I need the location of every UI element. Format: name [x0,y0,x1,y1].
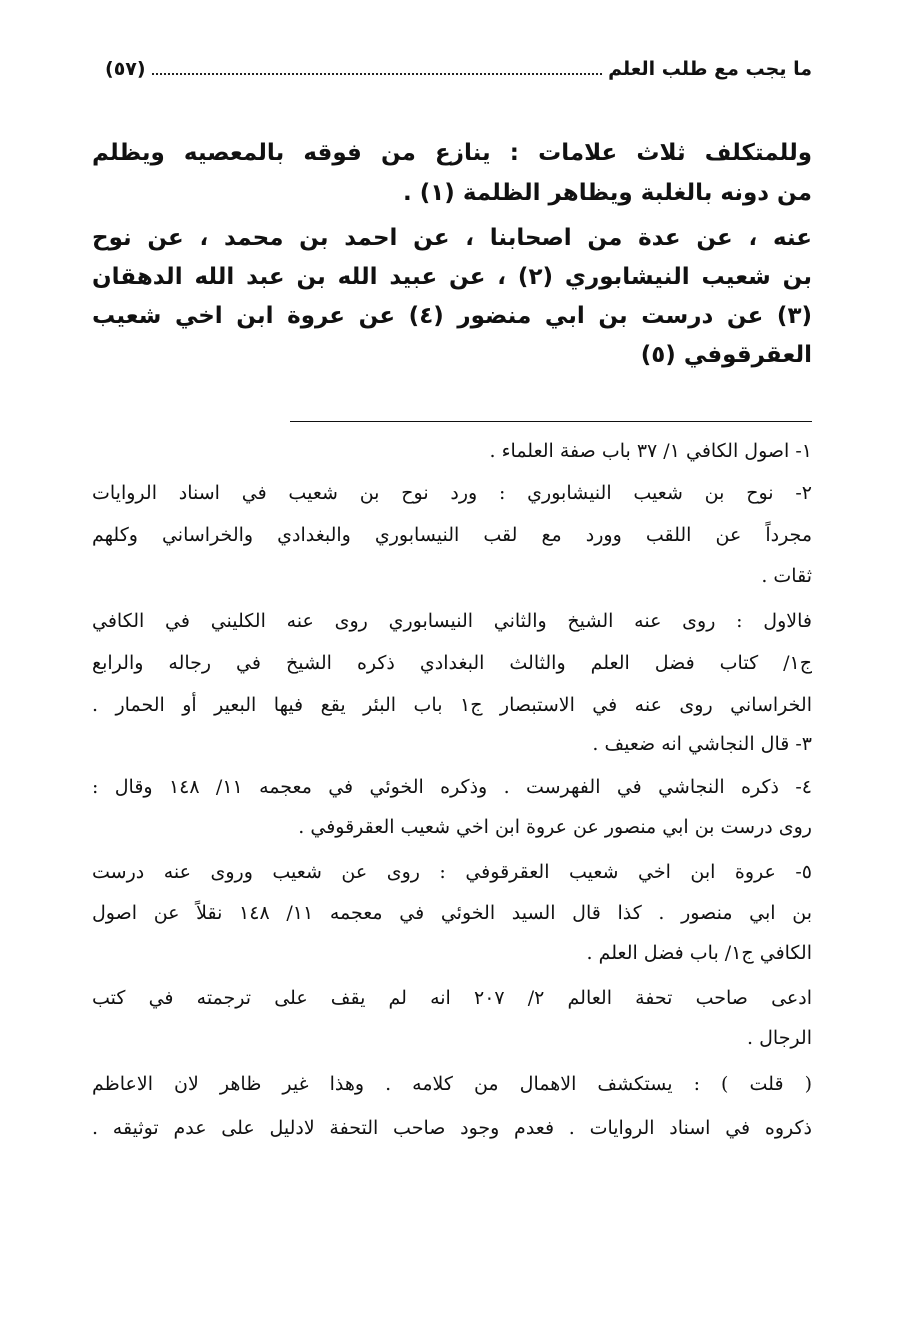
footnote-line: الخراساني روى عنه في الاستبصار ج١ باب البئر يقع فيها البعير أو الحمار . [92,694,812,716]
footnote-line: فالاول : روى عنه الشيخ والثاني النيسابوري روى عنه الكليني في الكافي [92,610,812,632]
footnote-line: مجرداً عن اللقب وورد مع لقب النيسابوري والبغدادي والخراساني وكلهم [92,524,812,546]
running-header [105,58,812,80]
footnote-line: ١- اصول الكافي ١/ ٣٧ باب صفة العلماء . [489,440,812,462]
main-line: (٣) عن درست بن ابي منضور (٤) عن عروة ابن اخي شعيب [92,303,813,329]
header-title: ما يجب مع طلب العلم [608,58,812,80]
footnote-line: ٤- ذكره النجاشي في الفهرست . وذكره الخوئي في معجمه ١١/ ١٤٨ وقال : [92,776,812,798]
main-line: من دونه بالغلبة ويظاهر الظلمة (١) . [402,180,812,206]
footnote-line: ٢- نوح بن شعيب النيشابوري : ورد نوح بن شعيب في اسناد الروايات [92,482,812,504]
footnote-line: ذكروه في اسناد الروايات . فعدم وجود صاحب التحفة لادليل على عدم توثيقه . [92,1117,812,1139]
footnote-line: الرجال . [747,1027,812,1049]
footnote-line: ( قلت ) : يستكشف الاهمال من كلامه . وهذا غير ظاهر لان الاعاظم [92,1073,812,1095]
main-line: العقرقوفي (٥) [640,342,812,368]
page-number: (٥٧) [105,58,146,80]
footnote-line: الكافي ج١/ باب فضل العلم . [586,942,812,964]
header-dot-leader [152,61,603,75]
main-line: عنه ، عن عدة من اصحابنا ، عن احمد بن محمد ، عن نوح [92,225,812,251]
main-line: وللمتكلف ثلاث علامات : ينازع من فوقه بالمعصيه ويظلم [92,140,812,166]
footnote-separator [290,421,812,422]
footnote-line: ادعى صاحب تحفة العالم ٢/ ٢٠٧ انه لم يقف على ترجمته في كتب [92,987,812,1009]
footnote-line: روى درست بن ابي منصور عن عروة ابن اخي شعيب العقرقوفي . [298,816,812,838]
footnote-line: ٣- قال النجاشي انه ضعيف . [592,733,812,755]
main-line: بن شعيب النيشابوري (٢) ، عن عبيد الله بن عبد الله الدهقان [92,264,813,290]
footnote-line: ج١/ كتاب فضل العلم والثالث البغدادي ذكره الشيخ في رجاله والرابع [92,652,812,674]
footnote-line: بن ابي منصور . كذا قال السيد الخوئي في معجمه ١١/ ١٤٨ نقلاً عن اصول [92,902,812,924]
footnote-line: ثقات . [761,565,812,587]
footnote-line: ٥- عروة ابن اخي شعيب العقرقوفي : روى عن شعيب وروى عنه درست [92,861,812,883]
